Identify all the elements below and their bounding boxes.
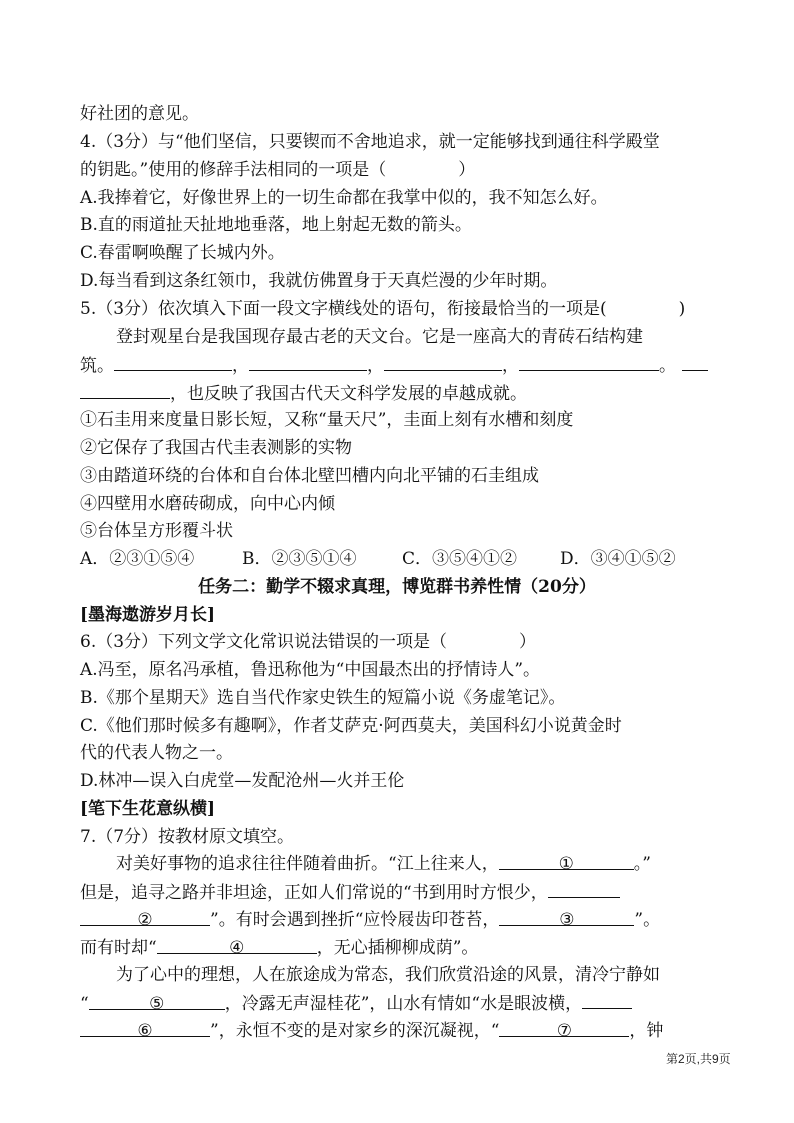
q4-option-c: C.春雷啊唤醒了长城内外。 [80,243,285,263]
answer-blank[interactable] [548,880,620,898]
q7-text: ，无心插柳柳成荫”。 [316,938,479,958]
q5-passage-end: ，也反映了我国古代天文科学发展的卓越成就。 [170,384,527,404]
q6-option-c: C.《他们那时候多有趣啊》，作者艾萨克·阿西莫夫，美国科幻小说黄金时 [80,716,622,736]
answer-blank[interactable] [519,353,659,371]
q7-passage-line7 [80,1019,663,1043]
answer-blank[interactable] [114,353,232,371]
q7-text: 对美好事物的追求往往伴随着曲折。“江上往来人， [116,854,499,874]
q5-close-paren: ) [678,299,686,319]
answer-blank-4[interactable]: ④ [157,936,317,954]
answer-blank-5[interactable]: ⑤ [89,992,225,1010]
question-5-stem [80,297,685,321]
q4-close-paren: ） [458,160,476,180]
q5-passage-line1: 登封观星台是我国现存最古老的天文台。它是一座高大的青砖石结构建 [116,327,643,347]
section-heading: [墨海遨游岁月长] [80,605,216,625]
answer-blank-1[interactable]: ① [499,852,634,870]
q7-text: ”，永恒不变的是对家乡的深沉凝视，“ [210,1021,500,1041]
q7-passage-line6 [80,991,632,1016]
question-4-stem-cont [80,158,475,182]
q7-passage-line4 [80,936,478,960]
q7-text: ”。 [634,910,661,930]
q4-option-d: D.每当看到这条红领巾，我就仿佛置身于天真烂漫的少年时期。 [80,271,558,291]
q5-sentence-2: ②它保存了我国古代圭表测影的实物 [80,438,352,458]
q7-text: ，钟 [629,1021,664,1041]
q7-text: ”。有时会遇到挫折“应怜屐齿印苍苔， [210,910,500,930]
comma: ， [367,356,384,376]
q7-text: 而有时却“ [80,938,157,958]
q5-option-d: D．③④①⑤② [560,549,676,569]
q5-passage-start: 筑。 [80,356,114,376]
question-4-stem: 4.（3分）与“他们坚信，只要锲而不舍地追求，就一定能够找到通往科学殿堂 [80,132,660,152]
q7-passage-line3 [80,908,660,932]
q5-options [80,547,676,571]
q5-sentence-4: ④四壁用水磨砖砌成，向中心内倾 [80,494,335,514]
answer-blank-3[interactable]: ③ [499,908,634,926]
q4-stem-text: 的钥匙。”使用的修辞手法相同的一项是（ [80,160,387,180]
q6-close-paren: ） [519,632,537,652]
q6-option-d: D.林冲—误入白虎堂—发配沧州—火并王伦 [80,771,405,791]
q7-text: 。” [633,854,651,874]
q4-option-a: A.我捧着它，好像世界上的一切生命都在我掌中似的，我不知怎么好。 [80,188,608,208]
q5-sentence-3: ③由踏道环绕的台体和自台体北壁凹槽内向北平铺的石圭组成 [80,466,539,486]
answer-blank[interactable] [582,991,632,1009]
comma: ， [232,356,249,376]
q6-option-a: A.冯至，原名冯承植，鲁迅称他为“中国最杰出的抒情诗人”。 [80,660,541,680]
q5-passage-line3 [80,381,527,406]
question-7-stem: 7.（7分）按教材原文填空。 [80,827,295,847]
answer-blank-2[interactable]: ② [80,908,210,926]
period: 。 [659,356,676,376]
q7-passage-line5: 为了心中的理想，人在旅途成为常态，我们欣赏沿途的风景，清冷宁静如 [116,965,660,985]
q7-text: ，冷露无声湿桂花”，山水有情如“水是眼波横， [224,994,583,1014]
q5-option-b: B．②③⑤①④ [242,549,357,569]
question-6-stem [80,630,536,654]
answer-blank-6[interactable]: ⑥ [80,1019,210,1037]
q5-passage-line2 [80,353,708,378]
text-line: 好社团的意见。 [80,104,199,124]
q6-stem-text: 6.（3分）下列文学文化常识说法错误的一项是（ [80,632,448,652]
q7-passage-line1 [116,852,651,876]
q5-sentence-1: ①石圭用来度量日影长短，又称“量天尺”，圭面上刻有水槽和刻度 [80,410,574,430]
q5-stem-text: 5.（3分）依次填入下面一段文字横线处的语句，衔接最恰当的一项是( [80,299,607,319]
comma: ， [502,356,519,376]
page-number: 第2页,共9页 [666,1052,731,1066]
answer-blank[interactable] [384,353,502,371]
q6-option-c-cont: 代的代表人物之一。 [80,743,233,763]
q6-option-b: B.《那个星期天》选自当代作家史铁生的短篇小说《务虚笔记》。 [80,688,566,708]
section-heading: [笔下生花意纵横] [80,799,216,819]
task-two-heading: 任务二：勤学不辍求真理，博览群书养性情（20分） [198,577,596,597]
q5-sentence-5: ⑤台体呈方形覆斗状 [80,521,233,541]
q5-option-a: A．②③①⑤④ [80,549,195,569]
q7-text: “ [80,994,89,1014]
answer-blank-7[interactable]: ⑦ [499,1019,629,1037]
q7-text: 但是，追寻之路并非坦途，正如人们常说的“书到用时方恨少， [80,883,548,903]
q7-passage-line2 [80,880,620,905]
q5-option-c: C．③⑤④①② [402,549,518,569]
answer-blank[interactable] [80,381,170,399]
answer-blank[interactable] [682,353,708,371]
q4-option-b: B.直的雨道扯天扯地地垂落，地上射起无数的箭头。 [80,215,472,235]
answer-blank[interactable] [249,353,367,371]
